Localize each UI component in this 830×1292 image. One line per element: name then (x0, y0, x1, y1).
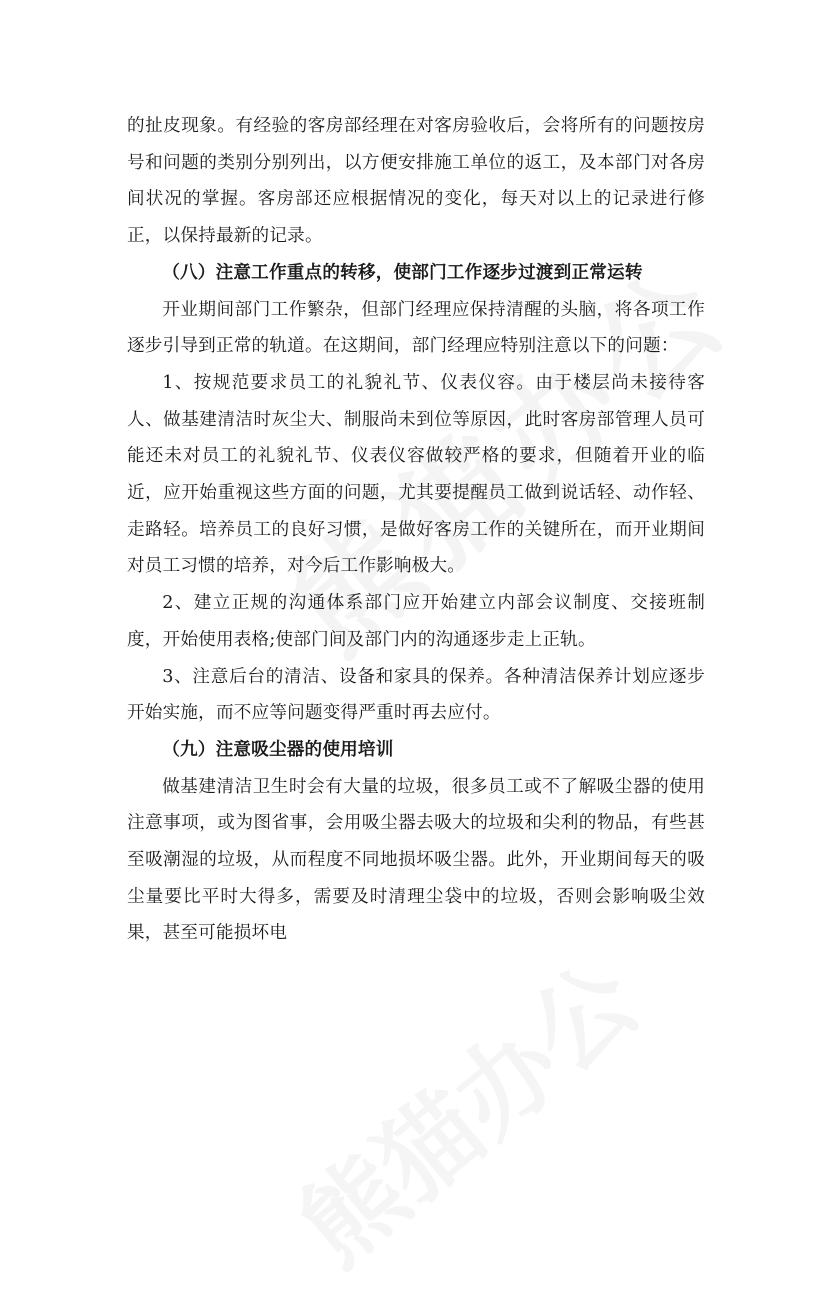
paragraph-intro: 开业期间部门工作繁杂，但部门经理应保持清醒的头脑，将各项工作逐步引导到正常的轨道。在这期间，部门经理应特别注意以下的问题： (127, 299, 705, 357)
paragraph-vacuum: 做基建清洁卫生时会有大量的垃圾，很多员工或不了解吸尘器的使用注意事项，或为图省事，会用吸尘器去吸大的垃圾和尖利的物品，有些甚至吸潮湿的垃圾，从而程度不同地损坏吸尘器。此外，开业期间每天的吸尘量要比平时大得多，需要及时清理尘袋中的垃圾，否则会影响吸尘效果，甚至可能损坏电 (127, 776, 705, 944)
document-body (127, 108, 705, 952)
paragraph-continued: 的扯皮现象。有经验的客房部经理在对客房验收后，会将所有的问题按房号和问题的类别分别列出，以方便安排施工单位的返工，及本部门对各房间状况的掌握。客房部还应根据情况的变化，每天对以上的记录进行修正，以保持最新的记录。 (127, 116, 705, 247)
section-heading-9: （九）注意吸尘器的使用培训 (162, 738, 394, 760)
section-heading-8: （八）注意工作重点的转移，使部门工作逐步过渡到正常运转 (162, 261, 643, 283)
list-item-1: 1、按规范要求员工的礼貌礼节、仪表仪容。由于楼层尚未接待客人、做基建清洁时灰尘大、制服尚未到位等原因，此时客房部管理人员可能还未对员工的礼貌礼节、仪表仪容做较严格的要求，但随着开业的临近，应开始重视这些方面的问题，尤其要提醒员工做到说话轻、动作轻、走路轻。培养员工的良好习惯，是做好客房工作的关键所在，而开业期间对员工习惯的培养，对今后工作影响极大。 (127, 372, 705, 577)
list-item-3: 3、注意后台的清洁、设备和家具的保养。各种清洁保养计划应逐步开始实施，而不应等问题变得严重时再去应付。 (127, 666, 705, 724)
watermark-lower (264, 911, 676, 1288)
list-item-2: 2、建立正规的沟通体系部门应开始建立内部会议制度、交接班制度，开始使用表格;使部门间及部门内的沟通逐步走上正轨。 (127, 593, 705, 650)
